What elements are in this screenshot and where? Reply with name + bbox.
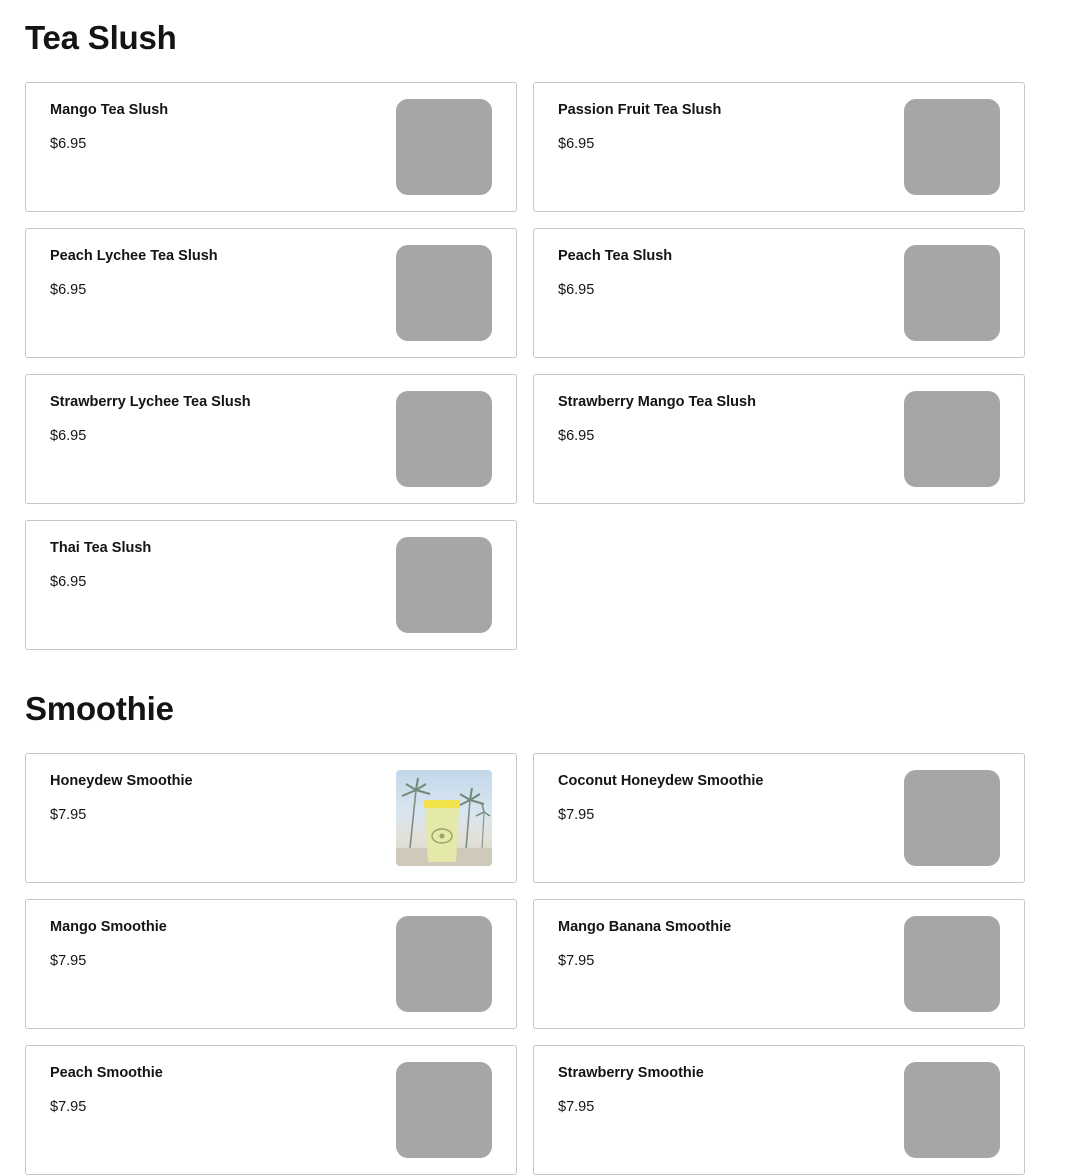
item-name: Strawberry Mango Tea Slush bbox=[558, 394, 756, 410]
item-price: $7.95 bbox=[50, 807, 87, 823]
item-image-placeholder bbox=[396, 245, 492, 341]
item-image-placeholder bbox=[396, 1062, 492, 1158]
item-image-placeholder bbox=[904, 391, 1000, 487]
menu-grid bbox=[25, 753, 1025, 1175]
item-photo bbox=[396, 770, 492, 866]
menu-item-card[interactable] bbox=[25, 520, 517, 650]
item-price: $6.95 bbox=[50, 282, 87, 298]
item-name: Honeydew Smoothie bbox=[50, 773, 193, 789]
menu-item-card[interactable] bbox=[25, 753, 517, 883]
item-name: Thai Tea Slush bbox=[50, 540, 152, 556]
item-price: $6.95 bbox=[558, 428, 595, 444]
item-price: $7.95 bbox=[558, 1099, 595, 1115]
item-price: $7.95 bbox=[50, 1099, 87, 1115]
item-image-placeholder bbox=[904, 770, 1000, 866]
menu-item-card[interactable] bbox=[533, 374, 1025, 504]
section-title: Smoothie bbox=[25, 690, 174, 727]
item-name: Mango Tea Slush bbox=[50, 102, 169, 118]
item-image-placeholder bbox=[904, 916, 1000, 1012]
menu-item-card[interactable] bbox=[533, 82, 1025, 212]
item-price: $7.95 bbox=[50, 953, 87, 969]
item-image-placeholder bbox=[396, 916, 492, 1012]
item-price: $6.95 bbox=[558, 136, 595, 152]
item-name: Strawberry Smoothie bbox=[558, 1065, 704, 1081]
item-image-placeholder bbox=[904, 245, 1000, 341]
menu-grid bbox=[25, 82, 1025, 650]
menu-item-card[interactable] bbox=[25, 1045, 517, 1175]
section-tea-slush bbox=[25, 19, 1025, 650]
menu-item-card[interactable] bbox=[533, 899, 1025, 1029]
menu-item-card[interactable] bbox=[533, 228, 1025, 358]
item-image-placeholder bbox=[396, 99, 492, 195]
section-smoothie bbox=[25, 690, 1025, 1175]
item-name: Peach Lychee Tea Slush bbox=[50, 248, 218, 264]
item-price: $7.95 bbox=[558, 807, 595, 823]
item-name: Mango Smoothie bbox=[50, 919, 167, 935]
item-price: $6.95 bbox=[50, 428, 87, 444]
item-price: $6.95 bbox=[50, 574, 87, 590]
section-title: Tea Slush bbox=[25, 19, 177, 56]
menu-item-card[interactable] bbox=[25, 82, 517, 212]
item-price: $6.95 bbox=[558, 282, 595, 298]
item-name: Peach Smoothie bbox=[50, 1065, 163, 1081]
menu-item-card[interactable] bbox=[533, 753, 1025, 883]
item-price: $7.95 bbox=[558, 953, 595, 969]
item-name: Peach Tea Slush bbox=[558, 248, 673, 264]
item-image-placeholder bbox=[396, 391, 492, 487]
item-name: Coconut Honeydew Smoothie bbox=[558, 773, 764, 789]
item-name: Passion Fruit Tea Slush bbox=[558, 102, 722, 118]
item-name: Mango Banana Smoothie bbox=[558, 919, 732, 935]
menu-item-card[interactable] bbox=[25, 228, 517, 358]
item-image-placeholder bbox=[396, 537, 492, 633]
item-price: $6.95 bbox=[50, 136, 87, 152]
item-image-placeholder bbox=[904, 1062, 1000, 1158]
menu-item-card[interactable] bbox=[25, 374, 517, 504]
item-image-placeholder bbox=[904, 99, 1000, 195]
menu-item-card[interactable] bbox=[25, 899, 517, 1029]
item-name: Strawberry Lychee Tea Slush bbox=[50, 394, 251, 410]
menu-item-card[interactable] bbox=[533, 1045, 1025, 1175]
